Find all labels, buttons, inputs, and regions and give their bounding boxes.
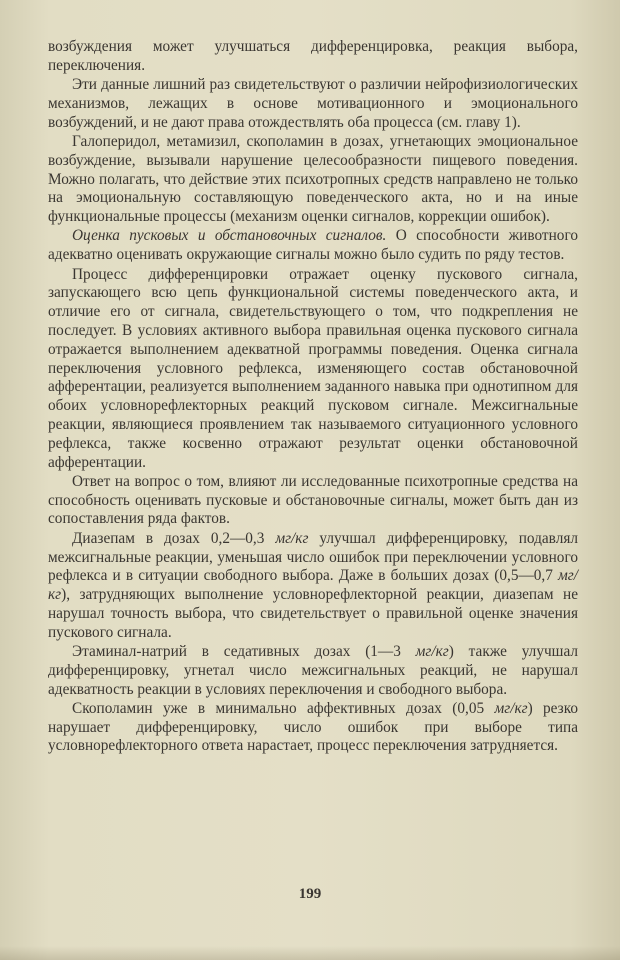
dose-unit: мг/кг <box>48 567 578 604</box>
paragraph-6: Ответ на вопрос о том, влияют ли исследованные психотропные средства на способность оценивать пусковые и обстановочные сигналы, может быть дан из сопоставления ряда фактов. <box>48 472 578 528</box>
paragraph-8-text-b: ) также улучшал дифференцировку, угнетал число межсигнальных реакций, не нарушал адекватность реакции в условиях переключения и свободного выбора. <box>48 643 578 698</box>
dose-unit: мг/кг <box>275 529 309 547</box>
paragraph-8 <box>48 643 578 699</box>
dose-unit: мг/кг <box>494 699 528 717</box>
paragraph-9 <box>48 700 578 756</box>
paragraph-7-text-b: улучшал дифференцировку, подавлял межсигнальные реакции, уменьшая число ошибок при переключении условного рефлекса и в ситуации свободного выбора. Даже в больших дозах (0,5—0,7 <box>48 529 578 585</box>
section-heading: Оценка пусковых и обстановочных сигналов. <box>72 227 387 245</box>
paragraph-7 <box>48 530 578 643</box>
paragraph-7-text-a: Диазепам в дозах 0,2—0,3 <box>72 529 276 547</box>
page-number: 199 <box>298 886 322 902</box>
body-text <box>48 38 578 756</box>
paragraph-9-text-a: Скополамин уже в минимально аффективных дозах (0,05 <box>72 699 495 717</box>
paragraph-9-text-b: ) резко нарушает дифференцировку, число ошибок при выборе типа условнорефлекторного ответа нарастает, процесс переключения затрудняется. <box>48 699 579 755</box>
paragraph-7-text-c: ), затрудняющих выполнение условнорефлекторной реакции, диазепам не нарушал точность выбора, что свидетельствует о правильной оценке значения пускового сигнала. <box>48 586 578 641</box>
dose-unit: мг/кг <box>415 643 449 660</box>
paragraph-2: Эти данные лишний раз свидетельствуют о различии нейрофизиологических механизмов, лежащих в основе мотивационного и эмоционального возбуждений, и не дают права отождествлять оба процесса (см. главу 1). <box>48 76 578 131</box>
paragraph-4 <box>48 227 578 265</box>
paragraph-1: возбуждения может улучшаться дифференцировка, реакция выбора, переключения. <box>48 38 578 74</box>
page-edge-shadow <box>0 946 620 960</box>
paragraph-5: Процесс дифференцировки отражает оценку пускового сигнала, запускающего всю цепь функциональной системы поведенческого акта, и отличие его от сигнала, свидетельствующего о том, что подкрепления не последует. В условиях активного выбора правильная оценка пускового сигнала отражается выполнением адекватной программы поведения. Оценка сигнала переключения условного рефлекса, изменяющего состав обстановочной афферентации, реализуется выполнением заданного навыка при однотипном для обоих условнорефлекторных реакций пусковом сигнале. Межсигнальные реакции, являющиеся проявлением так называемого ситуационного условного рефлекса, также косвенно отражают результат оценки обстановочной афферентации. <box>48 265 578 471</box>
paragraph-3: Галоперидол, метамизил, скополамин в дозах, угнетающих эмоциональное возбуждение, вызывали нарушение целесообразности пищевого поведения. Можно полагать, что действие этих психотропных средств направлено не только на эмоциональную составляющую поведенческого акта, но и на иные функциональные процессы (механизм оценки сигналов, коррекции ошибок). <box>48 132 578 226</box>
paragraph-4-text: О способности животного адекватно оценивать окружающие сигналы можно было судить по ряду тестов. <box>48 227 578 264</box>
paragraph-8-text-a: Этаминал-натрий в седативных дозах (1—3 <box>72 643 416 660</box>
